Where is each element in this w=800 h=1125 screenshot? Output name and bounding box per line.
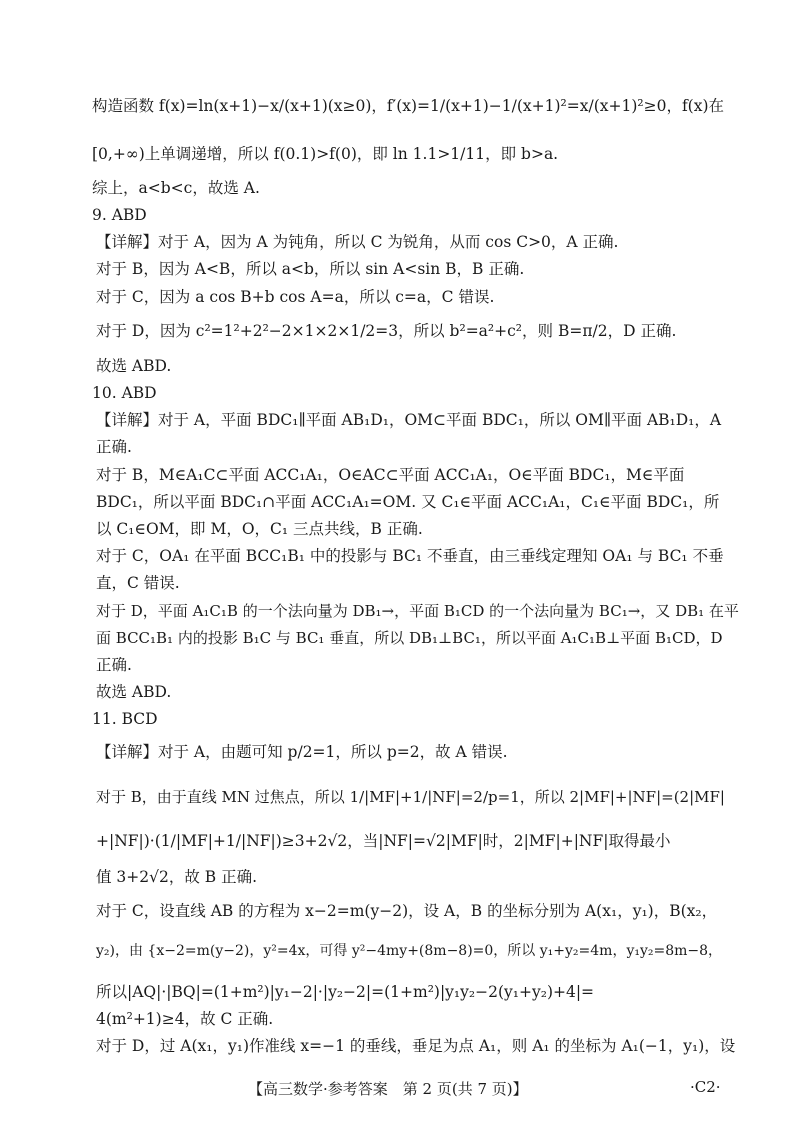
footer-title: 【高三数学·参考答案 第 2 页(共 7 页)】	[248, 1080, 528, 1098]
text-line-18: 对于 D，平面 A₁C₁B 的一个法向量为 DB₁→，平面 B₁CD 的一个法向量为 BC₁→，又 DB₁ 在平	[96, 602, 739, 620]
question-10-answer: 10. ABD	[92, 384, 157, 402]
text-line-21: 故选 ABD.	[96, 683, 172, 701]
text-line-3: 综上，a<b<c，故选 A.	[92, 179, 260, 197]
text-line-16: 对于 C，OA₁ 在平面 BCC₁B₁ 中的投影与 BC₁ 不垂直，由三垂线定理知 OA₁ 与 BC₁ 不垂	[96, 547, 724, 565]
text-line-13: 对于 B，M∈A₁C⊂平面 ACC₁A₁，O∈AC⊂平面 ACC₁A₁，O∈平面 BDC₁，M∈平面	[96, 466, 685, 484]
text-line-6: 对于 B，因为 A<B，所以 a<b，所以 sin A<sin B，B 正确.	[96, 260, 525, 278]
text-line-24: 对于 B，由于直线 MN 过焦点，所以 1/|MF|+1/|NF|=2/p=1，所以 2|MF|+|NF|=(2|MF|	[96, 788, 725, 806]
text-line-2: [0,+∞)上单调递增，所以 f(0.1)>f(0)，即 ln 1.1>1/11，即 b>a.	[92, 145, 559, 163]
text-line-29: 所以|AQ|·|BQ|=(1+m²)|y₁−2|·|y₂−2|=(1+m²)|y₁y₂−2(y₁+y₂)+4|=	[96, 983, 595, 1001]
text-line-26: 值 3+2√2，故 B 正确.	[96, 868, 258, 886]
question-11-answer: 11. BCD	[92, 710, 158, 728]
footer-page-code: ·C2·	[690, 1078, 721, 1096]
text-line-31: 对于 D，过 A(x₁，y₁)作准线 x=−1 的垂线，垂足为点 A₁，则 A₁ 的坐标为 A₁(−1，y₁)，设	[96, 1037, 736, 1055]
text-line-8: 对于 D，因为 c²=1²+2²−2×1×2×1/2=3，所以 b²=a²+c²，则 B=π/2，D 正确.	[96, 322, 677, 340]
text-line-14: BDC₁，所以平面 BDC₁∩平面 ACC₁A₁=OM. 又 C₁∈平面 ACC₁A₁，C₁∈平面 BDC₁，所	[96, 493, 720, 511]
text-line-23: 【详解】对于 A，由题可知 p/2=1，所以 p=2，故 A 错误.	[96, 743, 508, 761]
text-line-7: 对于 C，因为 a cos B+b cos A=a，所以 c=a，C 错误.	[96, 288, 495, 306]
text-line-27: 对于 C，设直线 AB 的方程为 x−2=m(y−2)，设 A，B 的坐标分别为 A(x₁，y₁)，B(x₂，	[96, 902, 718, 920]
question-9-answer: 9. ABD	[92, 206, 147, 224]
text-line-9: 故选 ABD.	[96, 357, 172, 375]
text-line-15: 以 C₁∈OM，即 M，O，C₁ 三点共线，B 正确.	[96, 520, 423, 538]
text-line-19: 面 BCC₁B₁ 内的投影 B₁C 与 BC₁ 垂直，所以 DB₁⊥BC₁，所以平面 A₁C₁B⊥平面 B₁CD，D	[96, 629, 723, 647]
page-footer	[0, 1078, 800, 1102]
text-line-12: 正确.	[96, 438, 132, 456]
text-line-17: 直，C 错误.	[96, 574, 180, 592]
text-line-20: 正确.	[96, 656, 132, 674]
text-line-25: +|NF|)·(1/|MF|+1/|NF|)≥3+2√2，当|NF|=√2|MF|时，2|MF|+|NF|取得最小	[96, 832, 671, 850]
text-line-1: 构造函数 f(x)=ln(x+1)−x/(x+1)(x≥0)，f′(x)=1/(x+1)−1/(x+1)²=x/(x+1)²≥0，f(x)在	[92, 97, 725, 115]
text-line-11: 【详解】对于 A，平面 BDC₁∥平面 AB₁D₁，OM⊂平面 BDC₁，所以 OM∥平面 AB₁D₁，A	[96, 411, 722, 429]
text-line-5: 【详解】对于 A，因为 A 为钝角，所以 C 为锐角，从而 cos C>0，A 正确.	[96, 233, 619, 251]
text-line-28: y₂)，由 {x−2=m(y−2)，y²=4x，可得 y²−4my+(8m−8)=0，所以 y₁+y₂=4m，y₁y₂=8m−8，	[96, 943, 723, 959]
text-line-30: 4(m²+1)≥4，故 C 正确.	[96, 1010, 274, 1028]
